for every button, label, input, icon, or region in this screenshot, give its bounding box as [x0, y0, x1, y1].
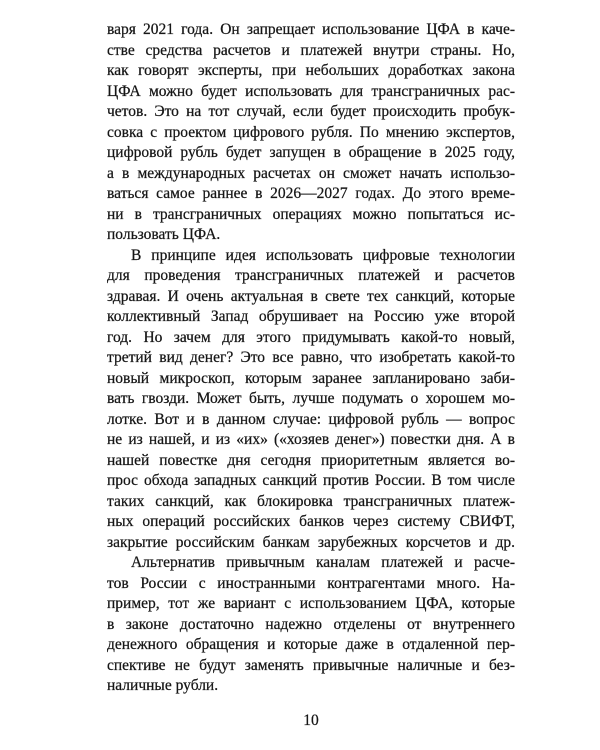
paragraph: [107, 20, 515, 246]
paragraph: [107, 553, 515, 697]
text-line: лотке. Вот и в данном случае: цифровой рубль — вопрос: [107, 410, 515, 428]
text-line: не из нашей, и из «их» («хозяев денег») повестки дня. А в: [107, 431, 515, 448]
text-line: здравая. И очень актуальная в свете тех санкций, которые: [107, 287, 515, 305]
text-line: четов. Это на тот случай, если будет происходить пробук-: [107, 103, 515, 120]
text-line: закрытие российским банкам зарубежных корсчетов и др.: [107, 533, 515, 551]
text-line: для проведения трансграничных платежей и расчетов: [107, 267, 515, 284]
text-line: тов России с иностранными контрагентами много. На-: [107, 574, 515, 592]
text-line: ЦФА можно будет использовать для трансграничных рас-: [107, 82, 515, 100]
page-number: 10: [303, 712, 319, 729]
text-line: ных операций российских банков через систему СВИФТ,: [107, 513, 515, 530]
text-line: пользовать ЦФА.: [107, 226, 221, 243]
text-line: спективе не будут заменять привычные наличные и без-: [107, 656, 515, 674]
text-line: ваться самое раннее в 2026—2027 годах. До этого време-: [107, 185, 515, 202]
text-line: денежного обращения и которые даже в отдаленной пер-: [107, 636, 515, 653]
text-line: вать гвозди. Может быть, лучше подумать о хорошем мо-: [107, 390, 515, 407]
text-line: прос обхода западных санкций против России. В том числе: [107, 472, 515, 489]
text-line: коллективный Запад обрушивает на Россию уже второй: [107, 308, 515, 325]
text-line: третий вид денег? Это все равно, что изобретать какой-то: [107, 349, 515, 366]
text-line: пример, тот же вариант с использованием ЦФА, которые: [107, 595, 515, 612]
text-line: Альтернатив привычным каналам платежей и расче-: [131, 554, 515, 571]
text-line: в законе достаточно надежно отделены от внутреннего: [107, 615, 515, 633]
text-line: цифровой рубль будет запущен в обращение в 2025 году,: [107, 144, 515, 161]
body-text: [107, 20, 515, 697]
text-line: варя 2021 года. Он запрещает использование ЦФА в каче-: [107, 21, 515, 38]
text-line: ни в трансграничных операциях можно попытаться ис-: [107, 205, 515, 223]
text-line: нашей повестке дня сегодня приоритетным является во-: [107, 451, 515, 469]
text-line: а в международных расчетах он сможет начать использо-: [107, 164, 515, 182]
text-line: таких санкций, как блокировка трансграничных платеж-: [107, 492, 515, 510]
text-line: совка с проектом цифрового рубля. По мнению экспертов,: [107, 123, 515, 141]
text-line: как говорят эксперты, при небольших доработках закона: [107, 62, 515, 79]
text-line: наличные рубли.: [107, 677, 219, 694]
paragraph: [107, 246, 515, 554]
text-line: В принципе идея использовать цифровые технологии: [131, 246, 515, 264]
text-line: стве средства расчетов и платежей внутри страны. Но,: [107, 41, 515, 59]
text-line: год. Но зачем для этого придумывать какой-то новый,: [107, 328, 515, 346]
text-line: новый микроскоп, которым заранее запланировано заби-: [107, 369, 515, 387]
